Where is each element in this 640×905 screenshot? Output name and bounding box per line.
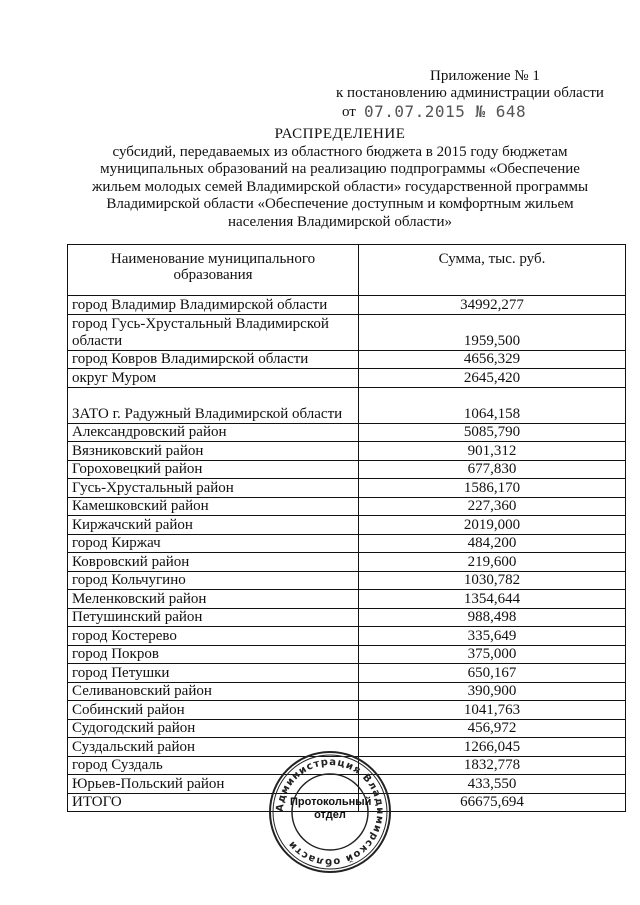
table-row xyxy=(68,608,626,627)
municipality-name: Александровский район xyxy=(68,423,359,442)
appendix-label: Приложение № 1 xyxy=(430,68,540,84)
table-row xyxy=(68,664,626,683)
table-row xyxy=(68,719,626,738)
table-row xyxy=(68,296,626,315)
table-row xyxy=(68,516,626,535)
column-header-municipality: Наименование муниципального образования xyxy=(68,245,359,296)
table-row xyxy=(68,590,626,609)
municipality-name: город Владимир Владимирской области xyxy=(68,296,359,315)
subsidy-sum: 1030,782 xyxy=(359,571,626,590)
municipality-name: город Покров xyxy=(68,645,359,664)
seal-ring-text: Администрация Владимирской области xyxy=(274,756,386,868)
municipality-name: Судогодский район xyxy=(68,719,359,738)
municipality-name: Селивановский район xyxy=(68,682,359,701)
resolution-date-line xyxy=(336,102,626,124)
appendix-header xyxy=(336,68,626,124)
subsidy-sum: 1266,045 xyxy=(359,738,626,757)
table-row xyxy=(68,645,626,664)
subsidy-sum: 375,000 xyxy=(359,645,626,664)
table-header-row xyxy=(68,245,626,296)
document-title xyxy=(70,126,610,231)
total-sum: 66675,694 xyxy=(359,793,626,812)
title-line: населения Владимирской области» xyxy=(228,213,452,230)
subsidy-sum: 5085,790 xyxy=(359,423,626,442)
municipality-name: город Гусь-Хрустальный Владимирской области xyxy=(68,314,359,350)
table-row xyxy=(68,701,626,720)
subsidy-sum: 335,649 xyxy=(359,627,626,646)
subsidy-sum: 1586,170 xyxy=(359,479,626,498)
municipality-name: Ковровский район xyxy=(68,553,359,572)
municipality-name: Петушинский район xyxy=(68,608,359,627)
subsidy-sum: 1041,763 xyxy=(359,701,626,720)
municipality-name: округ Муром xyxy=(68,369,359,388)
municipality-name: город Киржач xyxy=(68,534,359,553)
subsidy-sum: 456,972 xyxy=(359,719,626,738)
municipality-name: город Ковров Владимирской области xyxy=(68,350,359,369)
municipality-name: Вязниковский район xyxy=(68,442,359,461)
subsidy-sum: 390,900 xyxy=(359,682,626,701)
subsidy-sum: 4656,329 xyxy=(359,350,626,369)
title-heading: РАСПРЕДЕЛЕНИЕ xyxy=(274,126,406,142)
subsidy-sum: 1064,158 xyxy=(359,387,626,423)
resolution-date-number: 07.07.2015 № 648 xyxy=(364,102,527,121)
subsidy-sum: 2645,420 xyxy=(359,369,626,388)
table-row xyxy=(68,534,626,553)
subsidy-sum: 650,167 xyxy=(359,664,626,683)
municipality-name: Киржачский район xyxy=(68,516,359,535)
municipality-name: город Петушки xyxy=(68,664,359,683)
municipality-name: Меленковский район xyxy=(68,590,359,609)
subsidy-sum: 1832,778 xyxy=(359,756,626,775)
municipality-name: Собинский район xyxy=(68,701,359,720)
seal-center-text xyxy=(290,796,370,822)
municipality-name: Гусь-Хрустальный район xyxy=(68,479,359,498)
title-line: Владимирской области «Обеспечение доступным и комфортным жильем xyxy=(106,196,574,212)
title-line: муниципальных образований на реализацию подпрограммы «Обеспечение xyxy=(100,161,580,177)
table-row xyxy=(68,460,626,479)
table-row xyxy=(68,682,626,701)
municipality-name: город Суздаль xyxy=(68,756,359,775)
seal-line: Протокольный xyxy=(290,796,372,808)
subsidy-sum: 34992,277 xyxy=(359,296,626,315)
municipality-name: ЗАТО г. Радужный Владимирской области xyxy=(68,387,359,423)
subsidy-sum: 2019,000 xyxy=(359,516,626,535)
table-row xyxy=(68,387,626,423)
municipality-name: Суздальский район xyxy=(68,738,359,757)
distribution-table xyxy=(67,244,626,812)
date-prefix: от xyxy=(342,104,356,120)
table-row xyxy=(68,497,626,516)
municipality-name: город Костерево xyxy=(68,627,359,646)
table-row xyxy=(68,553,626,572)
subsidy-sum: 219,600 xyxy=(359,553,626,572)
subsidy-sum: 988,498 xyxy=(359,608,626,627)
title-line: субсидий, передаваемых из областного бюджета в 2015 году бюджетам xyxy=(112,143,568,160)
municipality-name: Гороховецкий район xyxy=(68,460,359,479)
subsidy-sum: 227,360 xyxy=(359,497,626,516)
municipality-name: Камешковский район xyxy=(68,497,359,516)
municipality-name: Юрьев-Польский район xyxy=(68,775,359,794)
total-label: ИТОГО xyxy=(68,793,359,812)
table-row xyxy=(68,627,626,646)
column-header-sum: Сумма, тыс. руб. xyxy=(359,245,626,296)
subsidy-sum: 1354,644 xyxy=(359,590,626,609)
table-row xyxy=(68,423,626,442)
resolution-reference: к постановлению администрации области xyxy=(336,85,604,101)
table-row xyxy=(68,350,626,369)
title-line: жильем молодых семей Владимирской области» государственной программы xyxy=(91,178,589,195)
subsidy-sum: 1959,500 xyxy=(359,314,626,350)
table-row xyxy=(68,369,626,388)
table-row xyxy=(68,442,626,461)
subsidy-sum: 677,830 xyxy=(359,460,626,479)
table-row xyxy=(68,314,626,350)
table-row xyxy=(68,571,626,590)
subsidy-sum: 484,200 xyxy=(359,534,626,553)
seal-line: отдел xyxy=(314,809,346,821)
subsidy-sum: 433,550 xyxy=(359,775,626,794)
table-row xyxy=(68,479,626,498)
municipality-name: город Кольчугино xyxy=(68,571,359,590)
subsidy-sum: 901,312 xyxy=(359,442,626,461)
